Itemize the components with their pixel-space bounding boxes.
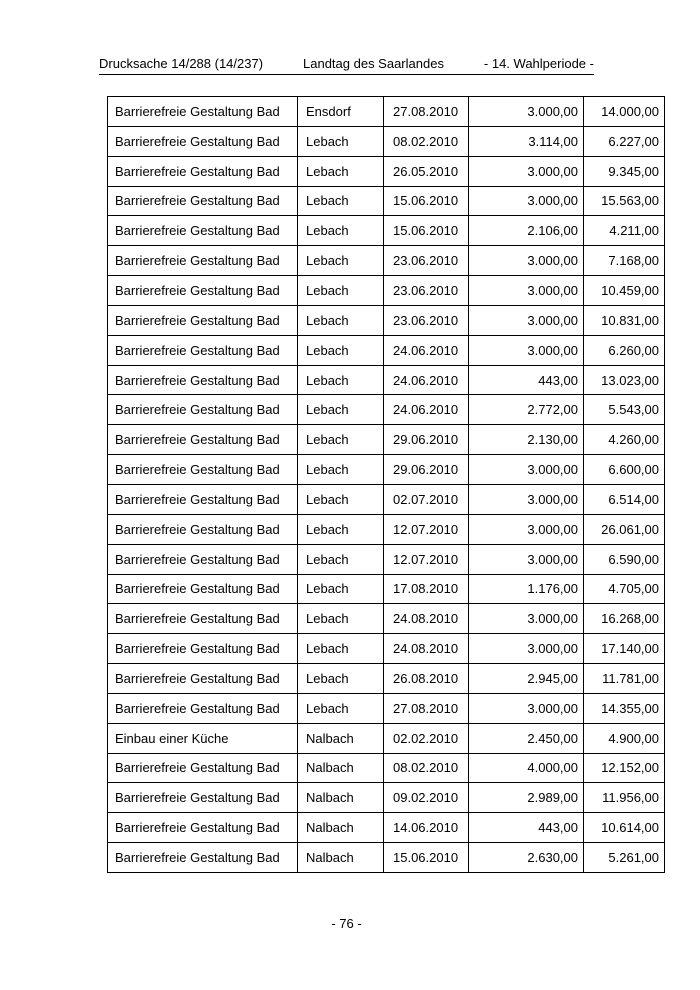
table-cell: Lebach	[298, 126, 384, 156]
table-row	[108, 395, 665, 425]
table-cell: 4.000,00	[469, 753, 584, 783]
table-cell: Barrierefreie Gestaltung Bad	[108, 126, 298, 156]
table-cell: 2.130,00	[469, 425, 584, 455]
table-cell: 29.06.2010	[384, 425, 469, 455]
table-row	[108, 664, 665, 694]
table-cell: Barrierefreie Gestaltung Bad	[108, 693, 298, 723]
table-cell: Lebach	[298, 305, 384, 335]
table-cell: Barrierefreie Gestaltung Bad	[108, 843, 298, 873]
table-cell: Barrierefreie Gestaltung Bad	[108, 574, 298, 604]
table-cell: 2.989,00	[469, 783, 584, 813]
table-cell: Barrierefreie Gestaltung Bad	[108, 783, 298, 813]
table-cell: Barrierefreie Gestaltung Bad	[108, 484, 298, 514]
table-cell: 2.772,00	[469, 395, 584, 425]
table-cell: 15.563,00	[584, 186, 665, 216]
table-cell: Barrierefreie Gestaltung Bad	[108, 544, 298, 574]
table-cell: Lebach	[298, 664, 384, 694]
table-row	[108, 813, 665, 843]
table-cell: Nalbach	[298, 843, 384, 873]
table-cell: 7.168,00	[584, 246, 665, 276]
table-cell: 3.000,00	[469, 335, 584, 365]
table-cell: 3.000,00	[469, 544, 584, 574]
table-cell: 08.02.2010	[384, 753, 469, 783]
grants-table	[107, 96, 665, 873]
table-cell: 3.000,00	[469, 604, 584, 634]
table-cell: 2.450,00	[469, 723, 584, 753]
table-row	[108, 723, 665, 753]
table-cell: Barrierefreie Gestaltung Bad	[108, 216, 298, 246]
table-row	[108, 634, 665, 664]
table-cell: Lebach	[298, 425, 384, 455]
table-cell: 24.06.2010	[384, 395, 469, 425]
table-cell: 9.345,00	[584, 156, 665, 186]
table-cell: 6.514,00	[584, 484, 665, 514]
table-cell: Lebach	[298, 365, 384, 395]
header-institution: Landtag des Saarlandes	[303, 56, 444, 71]
table-cell: 443,00	[469, 813, 584, 843]
table-cell: 13.023,00	[584, 365, 665, 395]
table-row	[108, 126, 665, 156]
table-cell: 14.355,00	[584, 693, 665, 723]
table-cell: 3.000,00	[469, 246, 584, 276]
table-cell: 24.08.2010	[384, 604, 469, 634]
table-cell: 12.152,00	[584, 753, 665, 783]
table-cell: Lebach	[298, 634, 384, 664]
table-cell: Nalbach	[298, 783, 384, 813]
table-cell: 26.061,00	[584, 514, 665, 544]
table-row	[108, 365, 665, 395]
table-cell: 3.000,00	[469, 186, 584, 216]
table-cell: Barrierefreie Gestaltung Bad	[108, 335, 298, 365]
table-cell: Barrierefreie Gestaltung Bad	[108, 97, 298, 127]
table-row	[108, 484, 665, 514]
table-cell: Ensdorf	[298, 97, 384, 127]
table-row	[108, 455, 665, 485]
table-cell: 24.06.2010	[384, 365, 469, 395]
table-cell: Barrierefreie Gestaltung Bad	[108, 305, 298, 335]
table-cell: Einbau einer Küche	[108, 723, 298, 753]
table-cell: 24.08.2010	[384, 634, 469, 664]
page-number: - 76 -	[331, 916, 362, 931]
table-row	[108, 753, 665, 783]
table-cell: Lebach	[298, 484, 384, 514]
table-cell: Nalbach	[298, 723, 384, 753]
table-cell: 14.000,00	[584, 97, 665, 127]
table-cell: 6.227,00	[584, 126, 665, 156]
table-cell: 16.268,00	[584, 604, 665, 634]
table-cell: Lebach	[298, 693, 384, 723]
table-cell: 3.000,00	[469, 97, 584, 127]
table-cell: 15.06.2010	[384, 843, 469, 873]
table-cell: 1.176,00	[469, 574, 584, 604]
table-cell: Lebach	[298, 544, 384, 574]
table-cell: Lebach	[298, 186, 384, 216]
table-cell: 6.590,00	[584, 544, 665, 574]
table-cell: Nalbach	[298, 753, 384, 783]
table-cell: 4.260,00	[584, 425, 665, 455]
table-cell: 26.05.2010	[384, 156, 469, 186]
table-cell: Lebach	[298, 395, 384, 425]
table-cell: Lebach	[298, 455, 384, 485]
table-cell: Barrierefreie Gestaltung Bad	[108, 365, 298, 395]
table-cell: 3.000,00	[469, 455, 584, 485]
table-cell: Lebach	[298, 156, 384, 186]
table-row	[108, 276, 665, 306]
table-cell: Lebach	[298, 574, 384, 604]
table-cell: 23.06.2010	[384, 246, 469, 276]
table-cell: 5.543,00	[584, 395, 665, 425]
table-row	[108, 514, 665, 544]
table-row	[108, 305, 665, 335]
table-cell: 3.000,00	[469, 276, 584, 306]
table-cell: 10.459,00	[584, 276, 665, 306]
table-row	[108, 544, 665, 574]
table-cell: 2.945,00	[469, 664, 584, 694]
header-doc-number: Drucksache 14/288 (14/237)	[99, 56, 264, 71]
table-cell: 27.08.2010	[384, 693, 469, 723]
table-cell: Barrierefreie Gestaltung Bad	[108, 664, 298, 694]
table-cell: 23.06.2010	[384, 305, 469, 335]
table-cell: 5.261,00	[584, 843, 665, 873]
table-cell: 15.06.2010	[384, 216, 469, 246]
table-cell: Barrierefreie Gestaltung Bad	[108, 276, 298, 306]
table-cell: 6.600,00	[584, 455, 665, 485]
table-cell: 4.705,00	[584, 574, 665, 604]
table-cell: Barrierefreie Gestaltung Bad	[108, 813, 298, 843]
table-cell: Lebach	[298, 246, 384, 276]
table-cell: 08.02.2010	[384, 126, 469, 156]
header-legislative-period: - 14. Wahlperiode -	[483, 56, 594, 71]
table-cell: Lebach	[298, 216, 384, 246]
table-cell: 02.07.2010	[384, 484, 469, 514]
table-cell: Barrierefreie Gestaltung Bad	[108, 634, 298, 664]
table-cell: 2.630,00	[469, 843, 584, 873]
table-cell: 4.900,00	[584, 723, 665, 753]
table-cell: 6.260,00	[584, 335, 665, 365]
table-row	[108, 604, 665, 634]
table-cell: Barrierefreie Gestaltung Bad	[108, 186, 298, 216]
table-row	[108, 216, 665, 246]
table-cell: Lebach	[298, 335, 384, 365]
table-cell: 3.000,00	[469, 693, 584, 723]
table-cell: 23.06.2010	[384, 276, 469, 306]
table-row	[108, 574, 665, 604]
table-cell: Barrierefreie Gestaltung Bad	[108, 455, 298, 485]
table-cell: Barrierefreie Gestaltung Bad	[108, 246, 298, 276]
table-cell: 11.956,00	[584, 783, 665, 813]
table-cell: Lebach	[298, 514, 384, 544]
table-cell: 3.000,00	[469, 514, 584, 544]
table-cell: Barrierefreie Gestaltung Bad	[108, 753, 298, 783]
table-cell: 443,00	[469, 365, 584, 395]
table-cell: Barrierefreie Gestaltung Bad	[108, 156, 298, 186]
table-cell: 3.000,00	[469, 634, 584, 664]
table-cell: 17.140,00	[584, 634, 665, 664]
table-row	[108, 783, 665, 813]
table-cell: Barrierefreie Gestaltung Bad	[108, 604, 298, 634]
table-cell: 3.000,00	[469, 305, 584, 335]
table-cell: 15.06.2010	[384, 186, 469, 216]
table-cell: 3.000,00	[469, 484, 584, 514]
table-row	[108, 156, 665, 186]
table-cell: 02.02.2010	[384, 723, 469, 753]
table-cell: 12.07.2010	[384, 544, 469, 574]
grants-table-body	[108, 97, 665, 873]
table-cell: 3.114,00	[469, 126, 584, 156]
table-cell: Barrierefreie Gestaltung Bad	[108, 425, 298, 455]
table-cell: Lebach	[298, 276, 384, 306]
table-cell: 4.211,00	[584, 216, 665, 246]
document-header	[99, 56, 594, 75]
table-cell: 10.614,00	[584, 813, 665, 843]
table-cell: 2.106,00	[469, 216, 584, 246]
table-cell: Barrierefreie Gestaltung Bad	[108, 514, 298, 544]
table-cell: 10.831,00	[584, 305, 665, 335]
table-cell: 11.781,00	[584, 664, 665, 694]
table-row	[108, 335, 665, 365]
table-cell: 17.08.2010	[384, 574, 469, 604]
table-cell: 24.06.2010	[384, 335, 469, 365]
table-row	[108, 693, 665, 723]
table-row	[108, 246, 665, 276]
table-cell: 3.000,00	[469, 156, 584, 186]
table-row	[108, 843, 665, 873]
table-cell: 26.08.2010	[384, 664, 469, 694]
table-cell: Barrierefreie Gestaltung Bad	[108, 395, 298, 425]
table-row	[108, 186, 665, 216]
table-cell: 14.06.2010	[384, 813, 469, 843]
table-row	[108, 97, 665, 127]
table-cell: Nalbach	[298, 813, 384, 843]
table-cell: 09.02.2010	[384, 783, 469, 813]
table-cell: Lebach	[298, 604, 384, 634]
table-cell: 12.07.2010	[384, 514, 469, 544]
table-row	[108, 425, 665, 455]
table-cell: 27.08.2010	[384, 97, 469, 127]
table-cell: 29.06.2010	[384, 455, 469, 485]
